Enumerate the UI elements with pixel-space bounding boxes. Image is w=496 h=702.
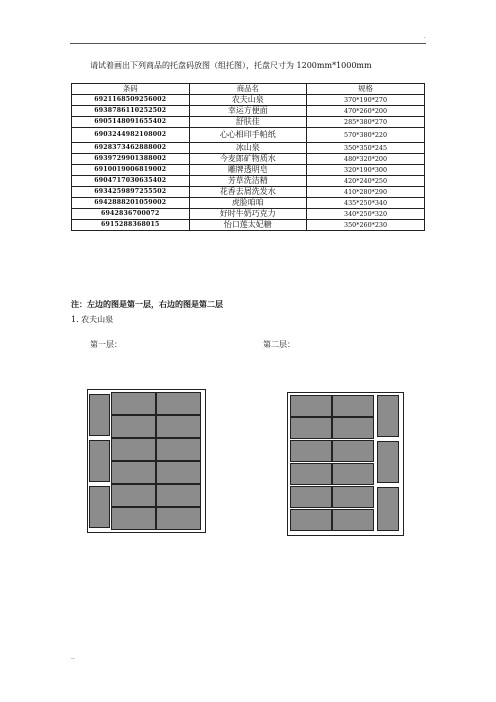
barcode-cell: 6910019006819002 <box>72 165 190 176</box>
barcode-cell: 6942836700072 <box>72 209 190 220</box>
spec-cell: 420*240*250 <box>307 176 425 187</box>
layer-1-label: 第一层： <box>90 340 122 349</box>
product-name-cell: 幸运方便面 <box>189 106 307 117</box>
footer-mark: .. <box>71 654 75 661</box>
spec-cell: 480*320*200 <box>307 154 425 165</box>
carton <box>156 392 201 415</box>
product-name-cell: 舒肤佳 <box>189 117 307 128</box>
col-header-barcode: 条码 <box>72 84 190 95</box>
product-name-cell: 芳草洗洁精 <box>189 176 307 187</box>
pallet-layer-1 <box>87 389 206 533</box>
table-row <box>72 176 425 187</box>
carton <box>89 486 110 528</box>
product-name-cell: 农夫山泉 <box>189 95 307 106</box>
carton <box>332 486 374 508</box>
carton <box>156 461 201 484</box>
carton <box>156 507 201 530</box>
spec-cell: 350*350*245 <box>307 143 425 154</box>
carton <box>89 440 110 482</box>
spec-cell: 370*190*270 <box>307 95 425 106</box>
barcode-cell: 6939729901388002 <box>72 154 190 165</box>
carton <box>290 395 332 417</box>
barcode-cell: 6903244982108002 <box>72 128 190 143</box>
barcode-cell: 6934259897255502 <box>72 187 190 198</box>
barcode-cell: 6928373462888002 <box>72 143 190 154</box>
barcode-cell: 6942888201059002 <box>72 198 190 209</box>
carton <box>156 484 201 507</box>
carton <box>156 438 201 461</box>
spec-cell: 435*250*340 <box>307 198 425 209</box>
carton <box>290 509 332 531</box>
carton <box>332 417 374 439</box>
carton <box>332 463 374 485</box>
product-name-cell: 今麦郎矿物质水 <box>189 154 307 165</box>
layer-2-label: 第二层： <box>263 340 295 349</box>
carton <box>377 395 399 437</box>
carton <box>377 487 399 531</box>
carton <box>111 484 156 507</box>
col-header-name: 商品名 <box>189 84 307 95</box>
carton <box>111 507 156 530</box>
table-row <box>72 220 425 231</box>
spec-cell: 410*280*290 <box>307 187 425 198</box>
spec-cell: 470*260*200 <box>307 106 425 117</box>
product-name-cell: 花香去屑洗发水 <box>189 187 307 198</box>
carton <box>290 440 332 462</box>
pallet-layer-2 <box>287 392 404 536</box>
carton <box>332 395 374 417</box>
spec-cell: 350*260*230 <box>307 220 425 231</box>
spec-cell: 285*380*270 <box>307 117 425 128</box>
goods-table <box>71 83 425 231</box>
carton <box>290 463 332 485</box>
layer-note: 注：左边的图是第一层，右边的图是第二层 <box>71 299 223 309</box>
header-corner-mark: . <box>424 33 426 40</box>
carton <box>332 440 374 462</box>
item-1-title: 1. 农夫山泉 <box>71 315 114 324</box>
carton <box>332 509 374 531</box>
product-name-cell: 冰山泉 <box>189 143 307 154</box>
table-header-row <box>72 84 425 95</box>
table-row <box>72 154 425 165</box>
barcode-cell: 6938786110252502 <box>72 106 190 117</box>
col-header-spec: 规格 <box>307 84 425 95</box>
carton <box>111 461 156 484</box>
product-name-cell: 雕牌透明皂 <box>189 165 307 176</box>
spec-cell: 570*380*220 <box>307 128 425 143</box>
barcode-cell: 6921168509256002 <box>72 95 190 106</box>
barcode-cell: 6904717030635402 <box>72 176 190 187</box>
table-row <box>72 198 425 209</box>
carton <box>156 415 201 438</box>
barcode-cell: 6905148091655402 <box>72 117 190 128</box>
spec-cell: 340*250*320 <box>307 209 425 220</box>
carton <box>111 392 156 415</box>
table-row <box>72 165 425 176</box>
carton <box>111 438 156 461</box>
barcode-cell: 6915288368015 <box>72 220 190 231</box>
carton <box>290 417 332 439</box>
product-name-cell: 怡口莲太妃糖 <box>189 220 307 231</box>
table-row <box>72 95 425 106</box>
carton <box>290 486 332 508</box>
table-row <box>72 209 425 220</box>
task-instruction: 请试着画出下列商品的托盘码放图（组托图），托盘尺寸为 1200mm*1000mm <box>90 61 372 70</box>
carton <box>111 415 156 438</box>
table-row <box>72 106 425 117</box>
product-name-cell: 好时牛奶巧克力 <box>189 209 307 220</box>
product-name-cell: 心心相印手帕纸 <box>189 128 307 143</box>
table-row <box>72 143 425 154</box>
table-row <box>72 187 425 198</box>
carton <box>377 441 399 483</box>
table-row <box>72 128 425 143</box>
product-name-cell: 虎脸咱咱 <box>189 198 307 209</box>
carton <box>89 394 110 436</box>
spec-cell: 320*190*300 <box>307 165 425 176</box>
table-row <box>72 117 425 128</box>
header-rule <box>70 43 426 44</box>
